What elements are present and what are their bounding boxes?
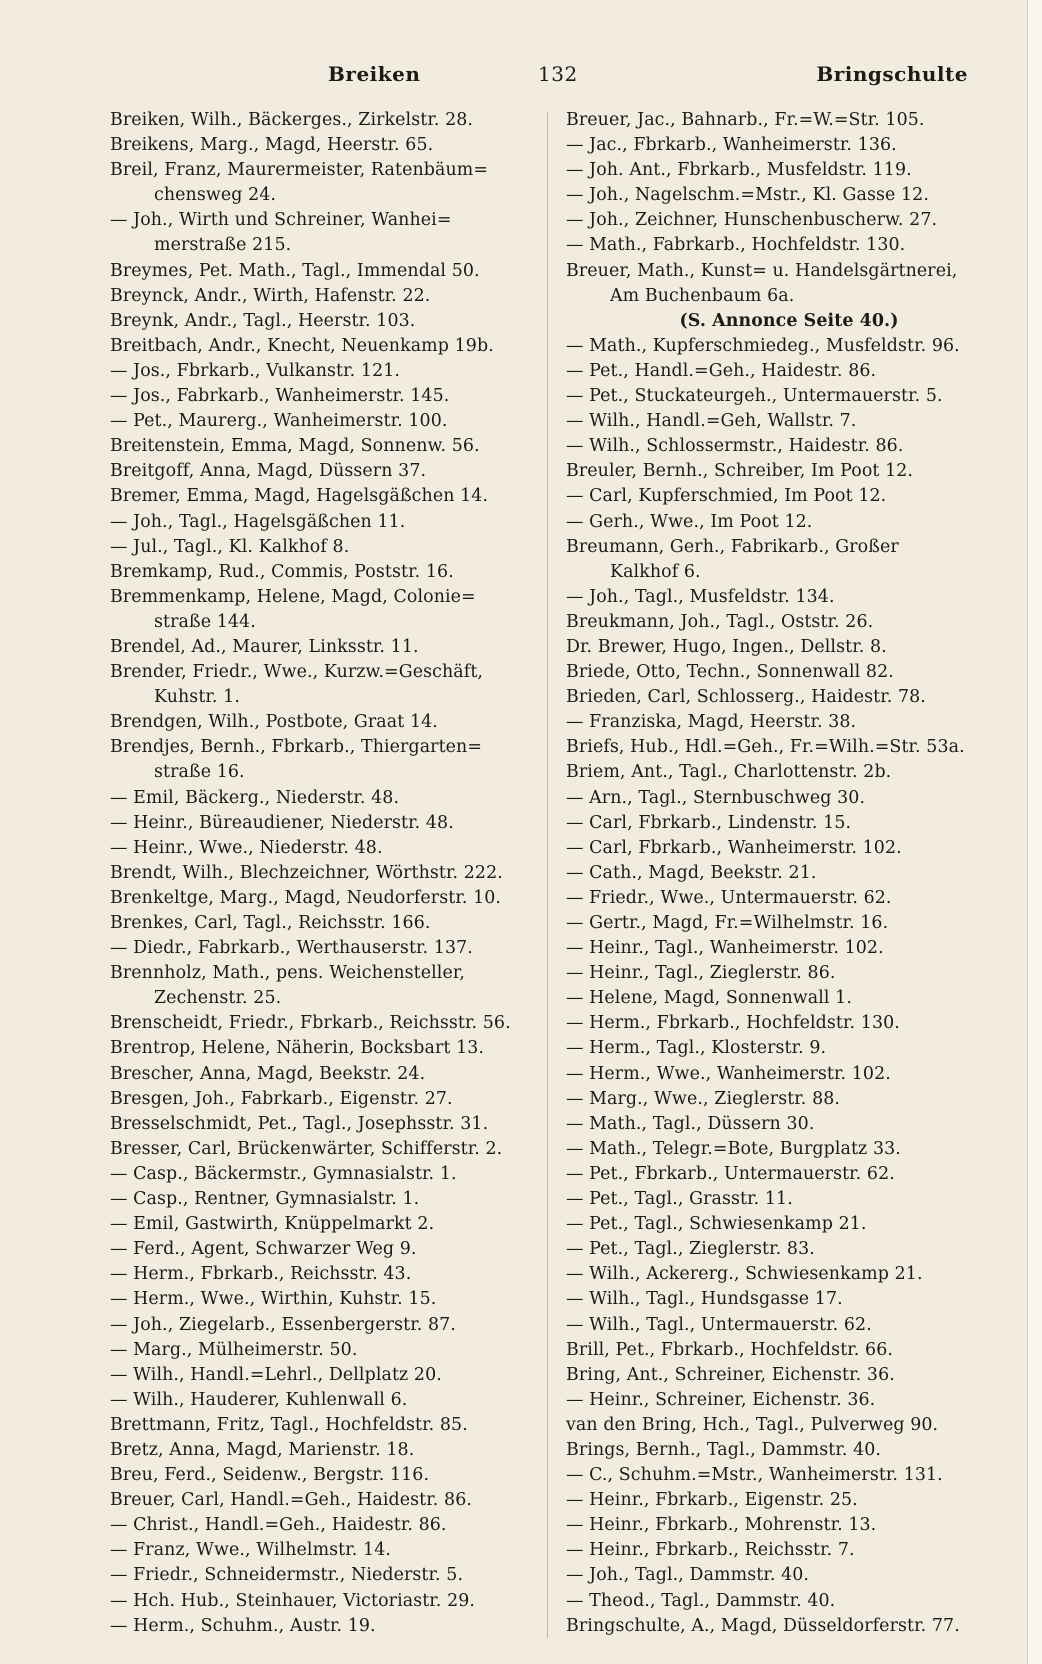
directory-entry: Briefs, Hub., Hdl.=Geh., Fr.=Wilh.=Str. 53a. <box>566 737 965 758</box>
directory-entry: — Joh., Tagl., Dammstr. 40. <box>566 1565 810 1586</box>
directory-entry: — Pet., Maurerg., Wanheimerstr. 100. <box>110 411 448 432</box>
right-column <box>566 108 1002 1648</box>
directory-entry: Breynk, Andr., Tagl., Heerstr. 103. <box>110 310 416 331</box>
header-right-word: Bringschulte <box>816 62 968 86</box>
directory-entry: Breil, Franz, Maurermeister, Ratenbäum= <box>110 160 489 181</box>
directory-entry: — Wilh., Ackererg., Schwiesenkamp 21. <box>566 1264 923 1285</box>
directory-entry: — Joh., Ziegelarb., Essenbergerstr. 87. <box>110 1314 456 1335</box>
directory-entry: Bresser, Carl, Brückenwärter, Schifferstr. 2. <box>110 1138 503 1159</box>
directory-entry: — Jos., Fbrkarb., Vulkanstr. 121. <box>110 360 401 381</box>
directory-entry: — Jul., Tagl., Kl. Kalkhof 8. <box>110 536 350 557</box>
directory-entry: — Marg., Mülheimerstr. 50. <box>110 1339 358 1360</box>
directory-entry: — Heinr., Tagl., Zieglerstr. 86. <box>566 963 836 984</box>
directory-entry: Breiken, Wilh., Bäckerges., Zirkelstr. 28. <box>110 110 474 130</box>
directory-entry: Breikens, Marg., Magd, Heerstr. 65. <box>110 135 434 156</box>
directory-entry: — Herm., Wwe., Wirthin, Kuhstr. 15. <box>110 1289 437 1310</box>
directory-entry: Breumann, Gerh., Fabrikarb., Großer <box>566 536 899 557</box>
directory-entry: — Pet., Handl.=Geh., Haidestr. 86. <box>566 360 877 381</box>
entry-continuation: Kuhstr. 1. <box>154 687 240 708</box>
entry-continuation: chensweg 24. <box>154 185 277 206</box>
header-left-word: Breiken <box>328 62 421 86</box>
directory-entry: — Herm., Fbrkarb., Hochfeldstr. 130. <box>566 1013 900 1034</box>
directory-entry: — Wilh., Tagl., Untermauerstr. 62. <box>566 1314 872 1335</box>
directory-entry: — Friedr., Wwe., Untermauerstr. 62. <box>566 887 892 908</box>
directory-entry: — Math., Telegr.=Bote, Burgplatz 33. <box>566 1138 901 1159</box>
directory-entry: Brendt, Wilh., Blechzeichner, Wörthstr. 222. <box>110 862 503 883</box>
directory-entry: — Heinr., Büreaudiener, Niederstr. 48. <box>110 812 454 833</box>
directory-entry: Breuer, Jac., Bahnarb., Fr.=W.=Str. 105. <box>566 110 925 130</box>
directory-entry: — Wilh., Tagl., Hundsgasse 17. <box>566 1289 843 1310</box>
directory-entry: — Heinr., Fbrkarb., Mohrenstr. 13. <box>566 1515 877 1536</box>
directory-entry: — Herm., Wwe., Wanheimerstr. 102. <box>566 1063 891 1084</box>
directory-entry: — Joh., Nagelschm.=Mstr., Kl. Gasse 12. <box>566 185 929 206</box>
directory-entry: — Heinr., Fbrkarb., Reichsstr. 7. <box>566 1540 855 1561</box>
directory-entry: Bresgen, Joh., Fabrkarb., Eigenstr. 27. <box>110 1088 453 1109</box>
directory-entry: Brieden, Carl, Schlosserg., Haidestr. 78. <box>566 687 926 708</box>
directory-entry: Bresselschmidt, Pet., Tagl., Josephsstr. 31. <box>110 1113 489 1134</box>
directory-entry: Bremmenkamp, Helene, Magd, Colonie= <box>110 586 476 607</box>
directory-entry: — Cath., Magd, Beekstr. 21. <box>566 862 817 883</box>
directory-entry: Brendel, Ad., Maurer, Linksstr. 11. <box>110 636 419 657</box>
directory-entry: — Jos., Fabrkarb., Wanheimerstr. 145. <box>110 386 450 407</box>
directory-entry: van den Bring, Hch., Tagl., Pulverweg 90. <box>566 1414 939 1435</box>
directory-entry: — Herm., Tagl., Klosterstr. 9. <box>566 1038 827 1059</box>
directory-entry: — Joh. Ant., Fbrkarb., Musfeldstr. 119. <box>566 160 912 181</box>
directory-entry: — Ferd., Agent, Schwarzer Weg 9. <box>110 1239 417 1260</box>
directory-entry: — Joh., Tagl., Hagelsgäßchen 11. <box>110 511 406 532</box>
directory-entry: Bremkamp, Rud., Commis, Poststr. 16. <box>110 561 454 582</box>
directory-entry: — Gerh., Wwe., Im Poot 12. <box>566 511 813 532</box>
directory-entry: Brenkeltge, Marg., Magd, Neudorferstr. 10. <box>110 887 502 908</box>
left-column <box>110 108 540 1648</box>
annonce-note: (S. Annonce Seite 40.) <box>679 310 899 331</box>
page-edge <box>1027 0 1042 1664</box>
directory-entry: Breu, Ferd., Seidenw., Bergstr. 116. <box>110 1465 430 1486</box>
directory-entry: — Casp., Bäckermstr., Gymnasialstr. 1. <box>110 1163 457 1184</box>
directory-entry: — Wilh., Handl.=Geh, Wallstr. 7. <box>566 411 857 432</box>
directory-entry: — Herm., Schuhm., Austr. 19. <box>110 1615 376 1636</box>
entry-continuation: straße 16. <box>154 762 245 783</box>
page-header <box>110 62 990 92</box>
directory-entry: — Herm., Fbrkarb., Reichsstr. 43. <box>110 1264 412 1285</box>
directory-entry: Brentrop, Helene, Näherin, Bocksbart 13. <box>110 1038 485 1059</box>
directory-entry: — Diedr., Fabrkarb., Werthauserstr. 137. <box>110 938 473 959</box>
directory-entry: Breitbach, Andr., Knecht, Neuenkamp 19b. <box>110 335 494 356</box>
column-divider <box>547 112 548 1638</box>
entry-continuation: Kalkhof 6. <box>610 561 701 582</box>
directory-entry: — Hch. Hub., Steinhauer, Victoriastr. 29. <box>110 1590 476 1611</box>
directory-entry: Brenkes, Carl, Tagl., Reichsstr. 166. <box>110 913 431 933</box>
directory-entry: — Marg., Wwe., Zieglerstr. 88. <box>566 1088 841 1109</box>
directory-entry: — Pet., Tagl., Zieglerstr. 83. <box>566 1239 815 1260</box>
directory-entry: Brender, Friedr., Wwe., Kurzw.=Geschäft, <box>110 662 484 683</box>
directory-entry: Breitenstein, Emma, Magd, Sonnenw. 56. <box>110 436 480 457</box>
directory-entry: — Wilh., Schlossermstr., Haidestr. 86. <box>566 436 904 457</box>
directory-entry: Breuler, Bernh., Schreiber, Im Poot 12. <box>566 461 914 482</box>
directory-entry: Briem, Ant., Tagl., Charlottenstr. 2b. <box>566 762 892 783</box>
directory-entry: — Heinr., Wwe., Niederstr. 48. <box>110 837 383 858</box>
directory-entry: Brettmann, Fritz, Tagl., Hochfeldstr. 85. <box>110 1414 468 1435</box>
directory-entry: Brescher, Anna, Magd, Beekstr. 24. <box>110 1063 426 1084</box>
directory-entry: — Carl, Kupferschmied, Im Poot 12. <box>566 486 887 507</box>
directory-entry: — Pet., Stuckateurgeh., Untermauerstr. 5. <box>566 386 943 407</box>
directory-entry: Dr. Brewer, Hugo, Ingen., Dellstr. 8. <box>566 636 887 657</box>
directory-entry: — Helene, Magd, Sonnenwall 1. <box>566 988 852 1009</box>
directory-entry: Breymes, Pet. Math., Tagl., Immendal 50. <box>110 260 480 281</box>
entry-continuation: Zechenstr. 25. <box>154 988 282 1009</box>
directory-entry: Breuer, Math., Kunst= u. Handelsgärtnerei, <box>566 260 958 281</box>
directory-entry: — Franz, Wwe., Wilhelmstr. 14. <box>110 1540 391 1561</box>
directory-entry: Bretz, Anna, Magd, Marienstr. 18. <box>110 1439 415 1460</box>
directory-entry: — Heinr., Schreiner, Eichenstr. 36. <box>566 1389 876 1410</box>
directory-entry: — Arn., Tagl., Sternbuschweg 30. <box>566 787 866 808</box>
directory-entry: Bringschulte, A., Magd, Düsseldorferstr. 77. <box>566 1615 960 1636</box>
directory-entry: Brendgen, Wilh., Postbote, Graat 14. <box>110 712 438 733</box>
directory-entry: — Heinr., Tagl., Wanheimerstr. 102. <box>566 938 884 959</box>
directory-entry: — Pet., Tagl., Schwiesenkamp 21. <box>566 1214 867 1235</box>
directory-entry: — Franziska, Magd, Heerstr. 38. <box>566 712 857 733</box>
directory-entry: — Carl, Fbrkarb., Wanheimerstr. 102. <box>566 837 902 858</box>
directory-entry: — Gertr., Magd, Fr.=Wilhelmstr. 16. <box>566 913 889 933</box>
directory-entry: Brenscheidt, Friedr., Fbrkarb., Reichsstr. 56. <box>110 1013 511 1034</box>
directory-entry: — Joh., Wirth und Schreiner, Wanhei= <box>110 210 452 231</box>
directory-entry: — Joh., Tagl., Musfeldstr. 134. <box>566 586 835 607</box>
directory-entry: Brennholz, Math., pens. Weichensteller, <box>110 963 465 984</box>
directory-entry: — Jac., Fbrkarb., Wanheimerstr. 136. <box>566 135 897 156</box>
directory-entry: — Emil, Gastwirth, Knüppelmarkt 2. <box>110 1214 435 1235</box>
directory-entry: — Emil, Bäckerg., Niederstr. 48. <box>110 787 400 808</box>
entry-continuation: merstraße 215. <box>154 235 292 256</box>
page-number: 132 <box>538 62 578 86</box>
directory-entry: — Friedr., Schneidermstr., Niederstr. 5. <box>110 1565 464 1586</box>
directory-entry: — C., Schuhm.=Mstr., Wanheimerstr. 131. <box>566 1465 943 1486</box>
entry-continuation: straße 144. <box>154 611 256 632</box>
directory-entry: — Theod., Tagl., Dammstr. 40. <box>566 1590 836 1611</box>
directory-entry: — Pet., Fbrkarb., Untermauerstr. 62. <box>566 1163 895 1184</box>
directory-entry: — Math., Kupferschmiedeg., Musfeldstr. 96. <box>566 335 960 356</box>
directory-entry: Breitgoff, Anna, Magd, Düssern 37. <box>110 461 427 482</box>
directory-entry: — Math., Tagl., Düssern 30. <box>566 1113 815 1134</box>
directory-entry: — Christ., Handl.=Geh., Haidestr. 86. <box>110 1515 447 1536</box>
directory-entry: — Casp., Rentner, Gymnasialstr. 1. <box>110 1189 420 1210</box>
directory-entry: — Wilh., Hauderer, Kuhlenwall 6. <box>110 1389 408 1410</box>
directory-entry: Breynck, Andr., Wirth, Hafenstr. 22. <box>110 285 431 306</box>
directory-entry: Bremer, Emma, Magd, Hagelsgäßchen 14. <box>110 486 489 507</box>
directory-entry: Brill, Pet., Fbrkarb., Hochfeldstr. 66. <box>566 1339 893 1360</box>
directory-entry: Breuer, Carl, Handl.=Geh., Haidestr. 86. <box>110 1490 472 1511</box>
directory-entry: — Math., Fabrkarb., Hochfeldstr. 130. <box>566 235 906 256</box>
directory-entry: — Pet., Tagl., Grasstr. 11. <box>566 1189 793 1210</box>
directory-entry: — Heinr., Fbrkarb., Eigenstr. 25. <box>566 1490 858 1511</box>
directory-entry: Breukmann, Joh., Tagl., Oststr. 26. <box>566 611 874 632</box>
directory-entry: — Carl, Fbrkarb., Lindenstr. 15. <box>566 812 852 833</box>
directory-entry: Briede, Otto, Techn., Sonnenwall 82. <box>566 662 894 683</box>
directory-entry: Brendjes, Bernh., Fbrkarb., Thiergarten= <box>110 737 483 758</box>
directory-entry: Bring, Ant., Schreiner, Eichenstr. 36. <box>566 1364 895 1385</box>
directory-entry: — Wilh., Handl.=Lehrl., Dellplatz 20. <box>110 1364 442 1385</box>
entry-continuation: Am Buchenbaum 6a. <box>610 285 795 306</box>
directory-entry: Brings, Bernh., Tagl., Dammstr. 40. <box>566 1439 882 1460</box>
directory-entry: — Joh., Zeichner, Hunschenbuscherw. 27. <box>566 210 938 231</box>
